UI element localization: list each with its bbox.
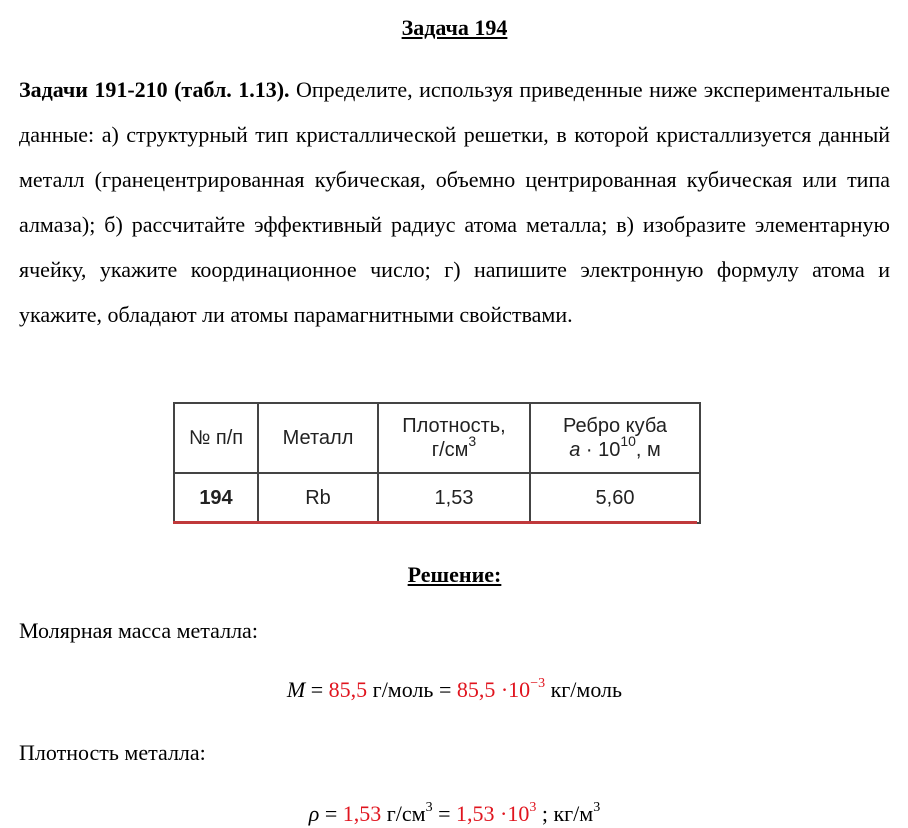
molar-mass-formula — [19, 676, 890, 704]
density-unit2: ; кг/м — [536, 801, 594, 826]
cell-density: 1,53 — [378, 473, 530, 523]
density-value2: 1,53 ·10 — [456, 801, 530, 826]
header-edge-exp: 10 — [620, 433, 636, 449]
density-value1: 1,53 — [342, 801, 382, 826]
density-exp3: 3 — [593, 800, 601, 815]
header-num: № п/п — [174, 403, 258, 473]
header-edge-var: a — [569, 439, 581, 461]
cell-metal: Rb — [258, 473, 378, 523]
data-table-wrapper — [173, 402, 701, 524]
molar-value1: 85,5 — [328, 677, 368, 702]
header-edge-line1: Ребро куба — [563, 415, 667, 437]
problem-lead: Задачи 191-210 (табл. 1.13). — [19, 77, 290, 102]
header-edge — [530, 403, 700, 473]
molar-eq: = — [305, 677, 329, 702]
problem-statement — [19, 67, 890, 337]
data-table — [173, 402, 701, 524]
table-row — [174, 473, 700, 523]
header-density-unit: г/см — [431, 439, 469, 461]
density-label: Плотность металла: — [19, 740, 206, 765]
header-density-exp: 3 — [468, 433, 477, 449]
cell-num: 194 — [174, 473, 258, 523]
molar-unit1: г/моль = — [367, 677, 457, 702]
density-unit1: г/см — [381, 801, 426, 826]
cell-edge: 5,60 — [530, 473, 700, 523]
table-underline — [173, 521, 697, 524]
density-eq: = — [319, 801, 343, 826]
table-header-row — [174, 403, 700, 473]
density-exp2: 3 — [529, 800, 537, 815]
density-eq2: = — [432, 801, 457, 826]
header-edge-unit: , м — [635, 439, 661, 461]
molar-value2: 85,5 ·10 — [456, 677, 531, 702]
header-metal: Металл — [258, 403, 378, 473]
page-title: Задача 194 — [401, 15, 508, 40]
density-exp1: 3 — [425, 800, 433, 815]
solution-title: Решение: — [407, 562, 502, 587]
molar-exp2: −3 — [530, 676, 546, 691]
problem-text: Определите, используя приведенные ниже экспериментальные данные: а) структурный тип кристаллической решетки, в которой кристаллизуется данный металл (гранецентрированная кубическая, объемно центрированная кубическая или типа алмаза); б) рассчитайте эффективный радиус атома металла; в) изобразите элементарную ячейку, укажите координационное число; г) напишите электронную формулу атома и укажите, обладают ли атомы парамагнитными свойствами. — [19, 77, 890, 327]
molar-symbol: M — [286, 677, 306, 702]
density-formula — [19, 800, 890, 828]
molar-mass-label: Молярная масса металла: — [19, 618, 258, 643]
header-density — [378, 403, 530, 473]
density-symbol: ρ — [308, 801, 320, 826]
molar-unit2: кг/моль — [545, 677, 623, 702]
header-edge-mult: · 10 — [580, 439, 621, 461]
header-density-line1: Плотность, — [402, 415, 506, 437]
